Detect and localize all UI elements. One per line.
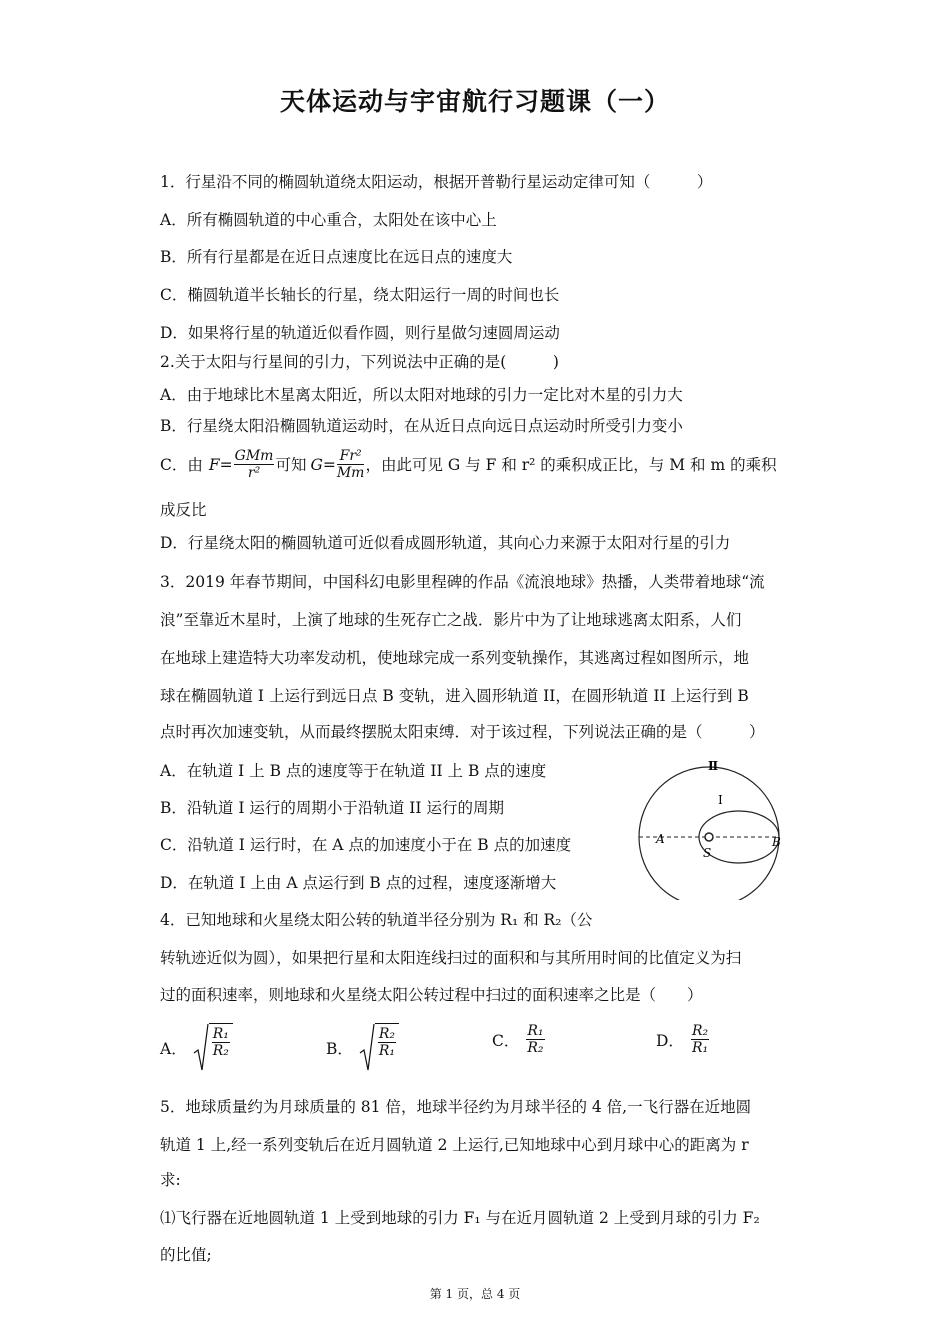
q2-c-fraction-1: $\frac{\text{GMm}}{\text{r²}}$ (234, 448, 274, 481)
q5-line-3: 求: (160, 1171, 181, 1189)
q1-option-a: A．所有椭圆轨道的中心重合，太阳处在该中心上 (160, 211, 497, 229)
q3-option-b: B．沿轨道 I 运行的周期小于沿轨道 II 运行的周期 (160, 799, 504, 817)
q1-option-c: C．椭圆轨道半长轴长的行星，绕太阳运行一周的时间也长 (160, 286, 560, 304)
label-point-a: A (656, 832, 665, 846)
q3-option-d: D．在轨道 I 上由 A 点运行到 B 点的过程，速度逐渐增大 (160, 874, 557, 892)
q2-option-a: A．由于地球比木星离太阳近，所以太阳对地球的引力一定比对木星的引力大 (160, 386, 683, 404)
label-orbit-ii: Ⅱ (708, 760, 719, 773)
q2-stem: 2.关于太阳与行星间的引力，下列说法中正确的是( ) (160, 353, 559, 371)
q2-option-c-continued: 成反比 (160, 501, 207, 519)
label-orbit-i: I (718, 793, 723, 807)
q5-line-2: 轨道 1 上,经一系列变轨后在近月圆轨道 2 上运行,已知地球中心到月球中心的距离为 r (160, 1136, 749, 1154)
q4-line-1: 4．已知地球和火星绕太阳公转的轨道半径分别为 R₁ 和 R₂（公 (160, 911, 593, 929)
q2-c-prefix: C．由 (160, 455, 203, 474)
q1-option-d: D．如果将行星的轨道近似看作圆，则行星做匀速圆周运动 (160, 324, 560, 342)
page-footer: 第 1 页，总 4 页 (429, 1287, 521, 1301)
q5-line-5: 的比值; (160, 1246, 212, 1264)
q2-option-b: B．行星绕太阳沿椭圆轨道运动时，在从近日点向远日点运动时所受引力变小 (160, 417, 683, 435)
q2-option-d: D．行星绕太阳的椭圆轨道可近似看成圆形轨道，其向心力来源于太阳对行星的引力 (160, 534, 731, 552)
q3-line-4: 球在椭圆轨道 I 上运行到远日点 B 变轨，进入圆形轨道 II，在圆形轨道 II 上运行到 B (160, 687, 749, 705)
q4-option-c: C． $\frac{\text{R₁}}{\text{R₂}}$ (492, 1023, 544, 1056)
label-sun-s: S (703, 846, 712, 860)
q3-line-1: 3．2019 年春节期间，中国科幻电影里程碑的作品《流浪地球》热播，人类带着地球“流 (160, 573, 765, 591)
q3-option-c: C．沿轨道 I 运行时，在 A 点的加速度小于在 B 点的加速度 (160, 836, 572, 854)
q3-option-a: A．在轨道 I 上 B 点的速度等于在轨道 II 上 B 点的速度 (160, 762, 547, 780)
q2-c-suffix: ，由此可见 G 与 F 和 r² 的乘积成正比，与 M 和 m 的乘积 (365, 455, 777, 474)
q4-line-3: 过的面积速率，则地球和火星绕太阳公转过程中扫过的面积速率之比是（ ） (160, 986, 703, 1004)
q4-option-b: B． $\frac{\text{R₂}}{\text{R₁}}$ (326, 1023, 399, 1073)
page-title: 天体运动与宇宙航行习题课（一） (279, 87, 670, 116)
q4-line-2: 转轨迹近似为圆），如果把行星和太阳连线扫过的面积和与其所用时间的比值定义为扫 (160, 949, 742, 967)
q2-option-c: C．由 F = $\frac{\text{GMm}}{\text{r²}}$ 可知 G = $\frac{\text{Fr²}}{Mm}$ ，由此可见 G 与 F 和 r² 的乘积成正比，与 M 和 m 的乘积 (160, 448, 777, 481)
sqrt-symbol: $\frac{\text{R₁}}{\text{R₂}}$ (193, 1023, 233, 1073)
sqrt-symbol: $\frac{\text{R₂}}{\text{R₁}}$ (359, 1023, 399, 1073)
q2-c-fraction-2: $\frac{\text{Fr²}}{Mm}$ (336, 448, 365, 481)
q5-line-4: ⑴飞行器在近地圆轨道 1 上受到地球的引力 F₁ 与在近月圆轨道 2 上受到月球的引力 F₂ (160, 1209, 760, 1227)
label-point-b: B (772, 835, 781, 849)
q2-c-mid: 可知 (275, 455, 307, 474)
sun-dot (705, 833, 713, 841)
q3-line-5: 点时再次加速变轨，从而最终摆脱太阳束缚．对于该过程，下列说法正确的是（ ） (160, 723, 765, 741)
q3-line-2: 浪”至靠近木星时，上演了地球的生死存亡之战．影片中为了让地球逃离太阳系，人们 (160, 611, 742, 629)
q1-stem: 1．行星沿不同的椭圆轨道绕太阳运动，根据开普勒行星运动定律可知（ ） (160, 173, 713, 191)
q4-option-a: A． $\frac{\text{R₁}}{\text{R₂}}$ (160, 1023, 233, 1073)
q5-line-1: 5．地球质量约为月球质量的 81 倍，地球半径约为月球半径的 4 倍,一飞行器在近地圆 (160, 1098, 752, 1116)
q3-line-3: 在地球上建造特大功率发动机，使地球完成一系列变轨操作，其逃离过程如图所示，地 (160, 649, 750, 667)
q4-option-d: D． $\frac{\text{R₂}}{\text{R₁}}$ (656, 1023, 709, 1056)
q1-option-b: B．所有行星都是在近日点速度比在远日点的速度大 (160, 248, 513, 266)
orbit-diagram (632, 760, 792, 900)
